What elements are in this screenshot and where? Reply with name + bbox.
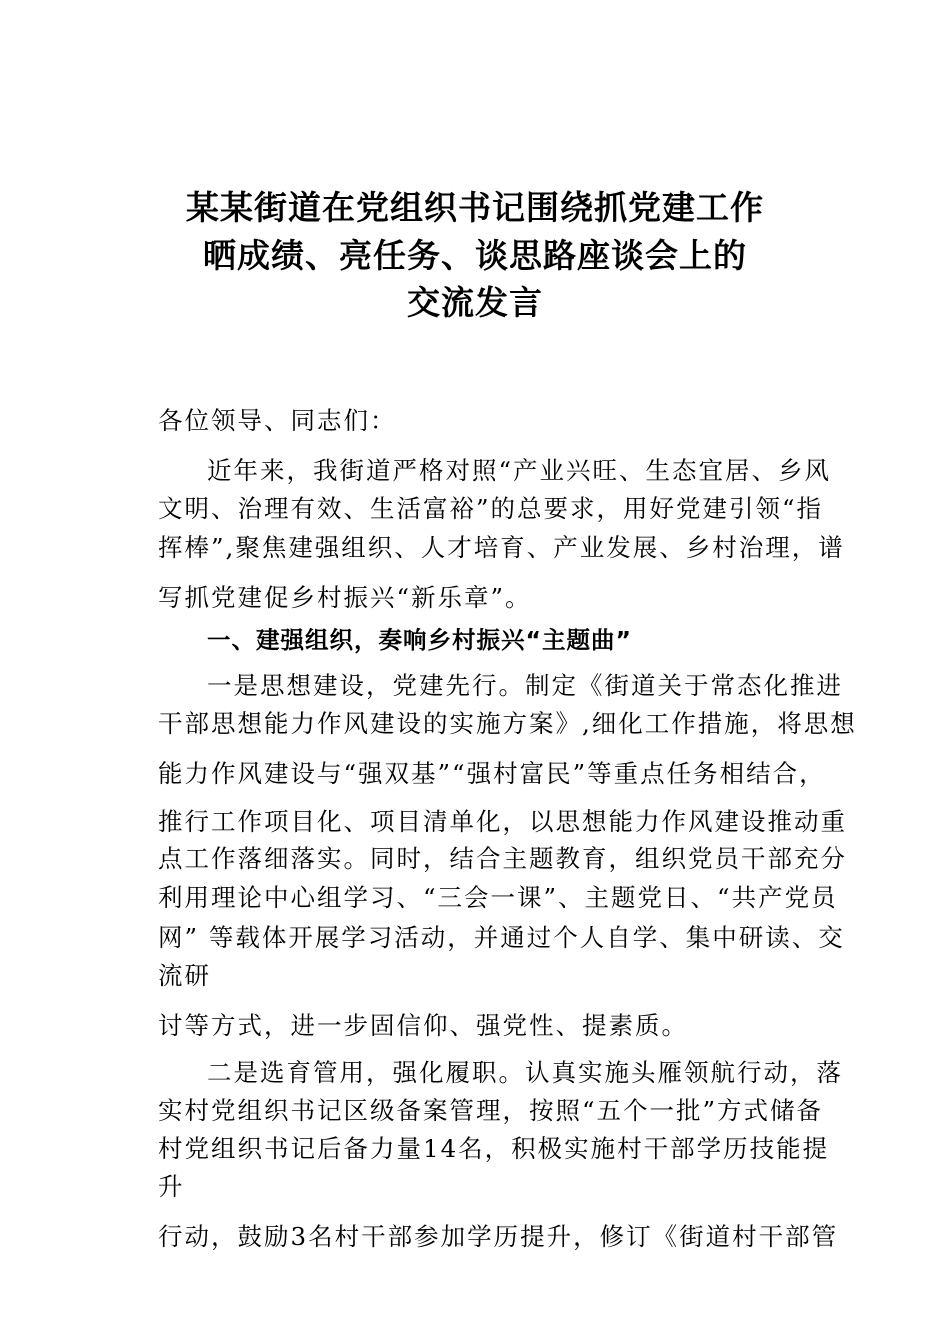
paragraph-line: 讨等方式，进一步固信仰、强党性、提素质。 (158, 1011, 688, 1040)
paragraph-line: 推行工作项目化、项目清单化，以思想能力作风建设推动重 (158, 807, 847, 836)
intro-line: 写抓党建促乡村振兴“新乐章”。 (158, 583, 532, 612)
paragraph-line: 一是思想建设，党建先行。制定《街道关于常态化推进 (207, 671, 843, 700)
section-heading: 一、建强组织，奏响乡村振兴“主题曲” (207, 626, 632, 654)
paragraph-line: 村党组织书记后备力量14名，积极实施村干部学历技能提 (158, 1134, 830, 1163)
paragraph-line: 干部思想能力作风建设的实施方案》,细化工作措施，将思想 (158, 709, 857, 738)
paragraph-line: 升 (158, 1172, 185, 1201)
document-title-line-3: 交流发言 (407, 283, 543, 322)
salutation: 各位领导、同志们： (158, 406, 397, 435)
intro-line: 挥棒”,聚焦建强组织、人才培育、产业发展、乡村治理，谱 (158, 533, 845, 562)
document-title-line-2: 晒成绩、亮任务、谈思路座谈会上的 (203, 236, 747, 275)
intro-line: 文明、治理有效、生活富裕”的总要求，用好党建引领“指 (158, 494, 824, 523)
paragraph-line: 实村党组织书记区级备案管理，按照“五个一批”方式储备 (158, 1096, 824, 1125)
paragraph-line: 利用理论中心组学习、“三会一课”、主题党日、“共产党员 (158, 883, 838, 912)
paragraph-line: 点工作落细落实。同时，结合主题教育，组织党员干部充分 (158, 844, 847, 873)
paragraph-line: 二是选育管用，强化履职。认真实施头雁领航行动，落 (207, 1058, 843, 1087)
document-title-line-1: 某某街道在党组织书记围绕抓党建工作 (186, 188, 764, 227)
paragraph-line: 网” 等载体开展学习活动，并通过个人自学、集中研读、交 (158, 923, 845, 952)
paragraph-line: 行动，鼓励3名村干部参加学历提升，修订《街道村干部管 (158, 1222, 839, 1251)
paragraph-line: 流研 (158, 961, 211, 990)
intro-line: 近年来，我街道严格对照“产业兴旺、生态宜居、乡风 (207, 456, 832, 485)
paragraph-line: 能力作风建设与“强双基”“强村富民”等重点任务相结合， (158, 759, 826, 788)
